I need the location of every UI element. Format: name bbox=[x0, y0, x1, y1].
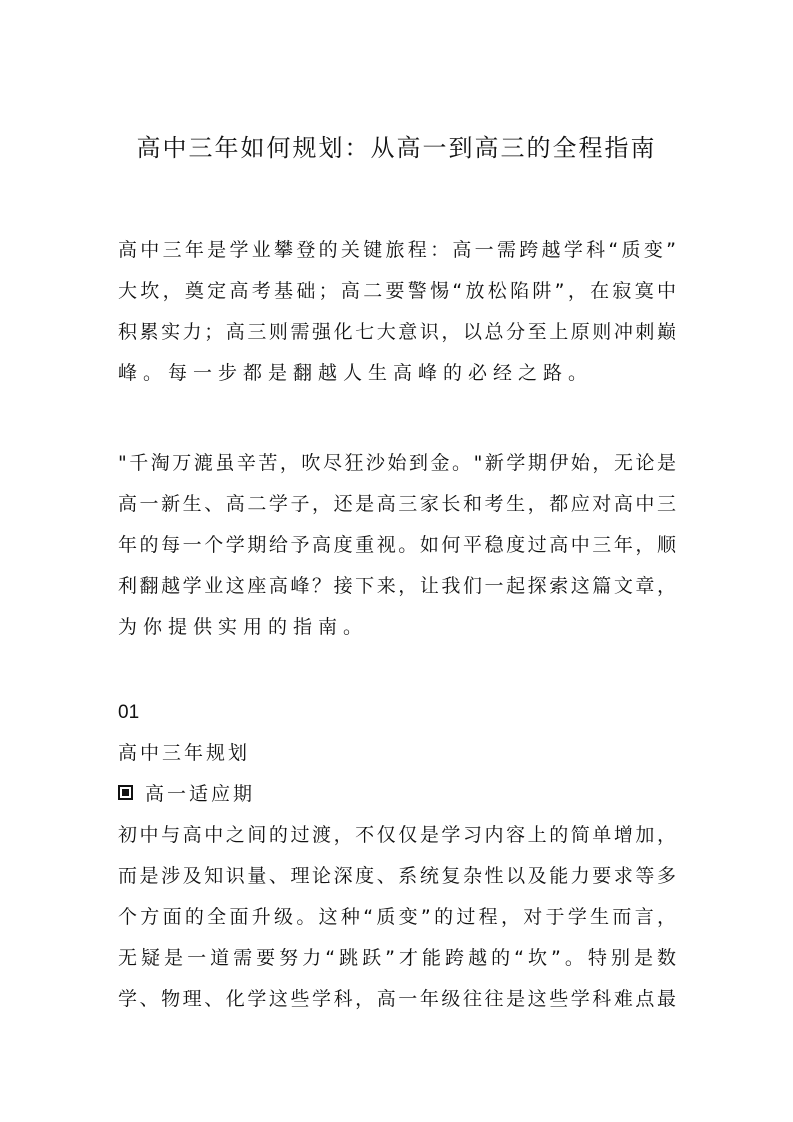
square-bullet-icon bbox=[118, 785, 133, 800]
section-heading: 高中三年规划 bbox=[118, 742, 251, 764]
subheading bbox=[118, 774, 676, 815]
opening-paragraph bbox=[118, 443, 676, 648]
text-line: 高一新生、高二学子，还是高三家长和考生，都应对高中三 bbox=[118, 493, 676, 515]
section-01 bbox=[118, 692, 676, 1020]
text-line: 积累实力；高三则需强化七大意识，以总分至上原则冲刺巅 bbox=[118, 321, 676, 343]
section-number: 01 bbox=[118, 702, 140, 723]
text-line: 无疑是一道需要努力“跳跃”才能跨越的“坎”。特别是数 bbox=[118, 947, 676, 969]
text-line: 初中与高中之间的过渡，不仅仅是学习内容上的简单增加， bbox=[118, 824, 676, 846]
document-title: 高中三年如何规划：从高一到高三的全程指南 bbox=[136, 134, 657, 162]
intro-paragraph bbox=[118, 230, 676, 394]
text-line: 学、物理、化学这些学科，高一年级往往是这些学科难点最 bbox=[118, 988, 676, 1010]
text-line: 个方面的全面升级。这种“质变”的过程，对于学生而言， bbox=[118, 906, 676, 928]
text-line: 高中三年是学业攀登的关键旅程：高一需跨越学科“质变” bbox=[118, 239, 676, 261]
text-line: 年的每一个学期给予高度重视。如何平稳度过高中三年，顺 bbox=[118, 534, 676, 556]
subheading-text: 高一适应期 bbox=[145, 783, 256, 805]
text-line: 大坎，奠定高考基础；高二要警惕“放松陷阱”，在寂寞中 bbox=[118, 280, 676, 302]
text-line: 利翻越学业这座高峰？接下来，让我们一起探索这篇文章， bbox=[118, 575, 676, 597]
text-line: 峰。每一步都是翻越人生高峰的必经之路。 bbox=[118, 362, 594, 384]
text-line: "千淘万漉虽辛苦，吹尽狂沙始到金。"新学期伊始，无论是 bbox=[118, 452, 676, 474]
text-line: 为你提供实用的指南。 bbox=[118, 616, 369, 638]
text-line: 而是涉及知识量、理论深度、系统复杂性以及能力要求等多 bbox=[118, 865, 676, 887]
